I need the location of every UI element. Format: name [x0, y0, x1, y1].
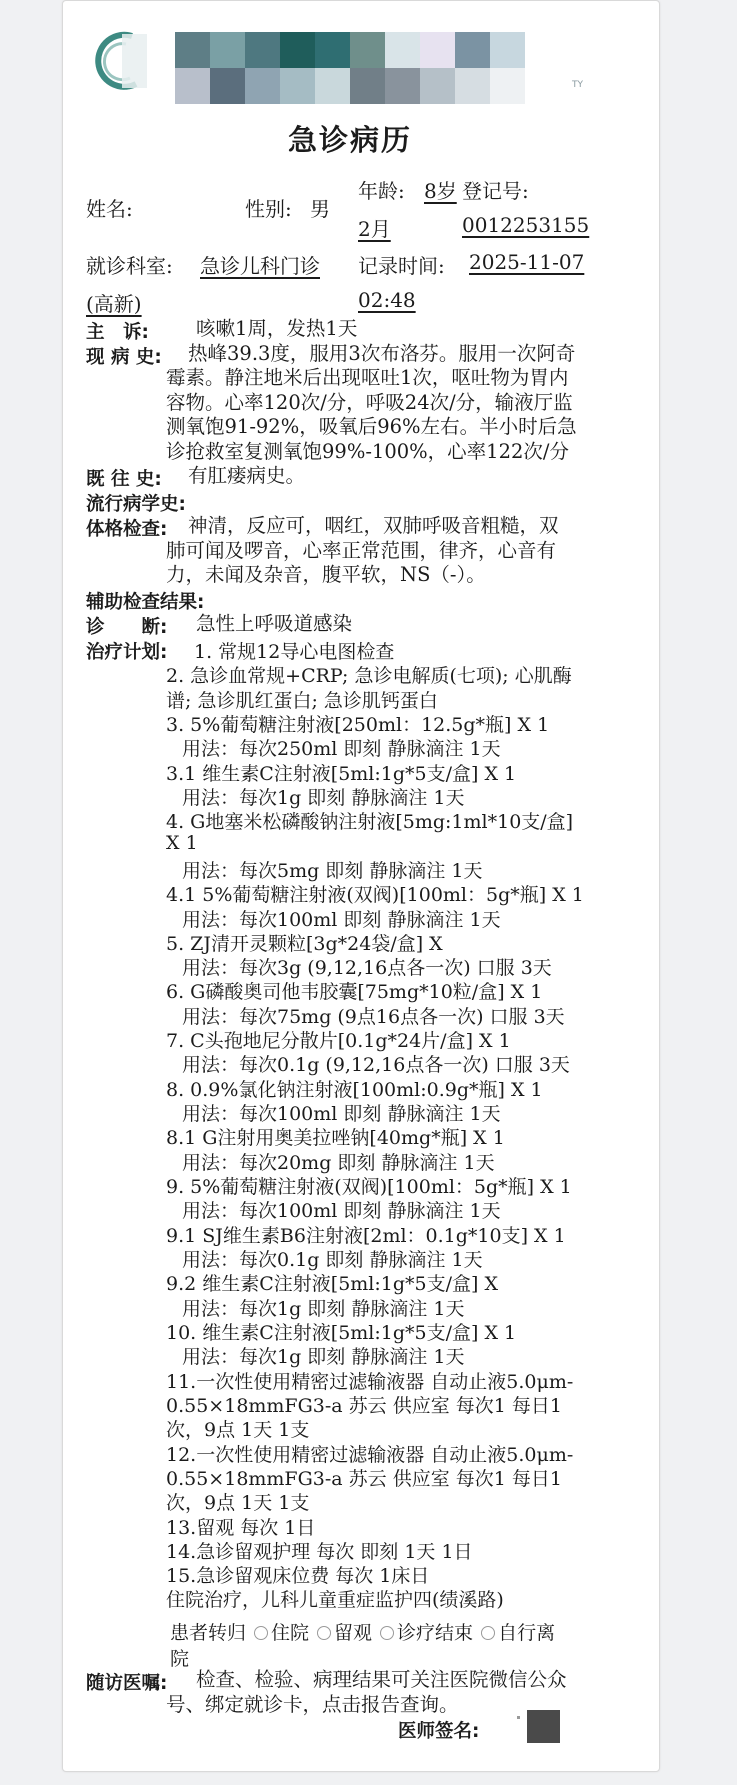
hpi-line: 热峰39.3度，服用3次布洛芬。服用一次阿奇 [188, 342, 576, 365]
plan-item-line: 8.1 G注射用奥美拉唑钠[40mg*瓶] X 1 [166, 1127, 505, 1150]
plan-usage-line: 用法：每次100ml 即刻 静脉滴注 1天 [182, 1200, 501, 1223]
radio-self-leave-label: 自行离 [498, 1622, 556, 1644]
hpi-label: 现 病 史: [86, 347, 162, 368]
plan-usage-line: 用法：每次1g 即刻 静脉滴注 1天 [182, 1346, 465, 1369]
radio-discharged[interactable] [380, 1626, 394, 1640]
chief-complaint-value: 咳嗽1周，发热1天 [196, 317, 358, 340]
plan-item-line: 3.1 维生素C注射液[5ml:1g*5支/盒] X 1 [166, 762, 517, 785]
age-label: 年龄: [358, 179, 405, 203]
plan-item-line: 14.急诊留观护理 每次 即刻 1天 1日 [166, 1540, 473, 1563]
plan-item-line: 0.55×18mmFG3-a 苏云 供应室 每次1 每日1 [166, 1467, 562, 1490]
time-value: 2025-11-07 [469, 250, 585, 274]
hpi-line: 测氧饱91-92%，吸氧后96%左右。半小时后急 [166, 415, 577, 438]
plan-usage-line: 用法：每次3g (9,12,16点各一次) 口服 3天 [182, 957, 552, 980]
radio-self-leave[interactable] [481, 1626, 495, 1640]
plan-item-line: 2. 急诊血常规+CRP; 急诊电解质(七项); 心肌酶 [166, 665, 572, 688]
plan-item-line: 1. 常规12导心电图检查 [194, 641, 395, 663]
plan-usage-line: 用法：每次75mg (9点16点各一次) 口服 3天 [182, 1005, 565, 1028]
followup-line: 号、绑定就诊卡，点击报告查询。 [166, 1693, 459, 1716]
plan-item-line: 13.留观 每次 1日 [166, 1516, 316, 1539]
diagnosis-label: 诊 断: [86, 617, 168, 638]
plan-item-line: 15.急诊留观床位费 每次 1床日 [166, 1565, 430, 1588]
radio-inpatient-label: 住院 [271, 1622, 310, 1644]
plan-usage-line: 用法：每次1g 即刻 静脉滴注 1天 [182, 1297, 465, 1320]
plan-item-line: 3. 5%葡萄糖注射液[250ml：12.5g*瓶] X 1 [166, 713, 550, 736]
followup-label: 随访医嘱: [86, 1673, 168, 1694]
sex-label: 性别: [245, 197, 292, 221]
plan-usage-line: 用法：每次0.1g 即刻 静脉滴注 1天 [182, 1249, 483, 1271]
treatment-plan-label: 治疗计划: [86, 642, 168, 663]
diagnosis-value: 急性上呼吸道感染 [196, 612, 353, 635]
aux-results-label: 辅助检查结果: [86, 592, 205, 613]
plan-usage-line: 用法：每次100ml 即刻 静脉滴注 1天 [182, 908, 501, 931]
disposition-label: 患者转归 [170, 1622, 247, 1644]
physical-exam-line: 力，未闻及杂音，腹平软，NS（-）。 [166, 563, 486, 586]
signature-label: 医师签名: [398, 1721, 480, 1742]
plan-usage-line: 用法：每次1g 即刻 静脉滴注 1天 [182, 786, 465, 809]
plan-item-line: 4. G地塞米松磷酸钠注射液[5mg:1ml*10支/盒] [166, 811, 574, 834]
plan-usage-line: 用法：每次20mg 即刻 静脉滴注 1天 [182, 1151, 495, 1174]
signature-image [527, 1710, 560, 1743]
plan-item-line: 11.一次性使用精密过滤输液器 自动止液5.0μm- [166, 1370, 574, 1393]
plan-item-line: 7. C头孢地尼分散片[0.1g*24片/盒] X 1 [166, 1030, 511, 1053]
plan-item-line: 4.1 5%葡萄糖注射液(双阀)[100ml：5g*瓶] X 1 [166, 884, 584, 907]
hpi-line: 霉素。静注地米后出现呕吐1次，呕吐物为胃内 [166, 366, 569, 389]
dept-value: 急诊儿科门诊 [200, 254, 320, 278]
plan-usage-line: 用法：每次5mg 即刻 静脉滴注 1天 [182, 859, 483, 882]
physical-exam-label: 体格检查: [86, 519, 168, 540]
plan-item-line: 10. 维生素C注射液[5ml:1g*5支/盒] X 1 [166, 1321, 517, 1344]
time-label: 记录时间: [358, 254, 445, 278]
dept-value-cont: (高新) [86, 292, 142, 316]
followup-line: 检查、检验、病理结果可关注医院微信公众 [196, 1668, 567, 1691]
plan-item-line: 9. 5%葡萄糖注射液(双阀)[100ml：5g*瓶] X 1 [166, 1176, 572, 1199]
plan-item-line: 9.1 SJ维生素B6注射液[2ml：0.1g*10支] X 1 [166, 1224, 566, 1247]
radio-observation[interactable] [317, 1626, 331, 1640]
sex-value: 男 [310, 197, 330, 221]
plan-item-line: 8. 0.9%氯化钠注射液[100ml:0.9g*瓶] X 1 [166, 1078, 543, 1101]
page-title: 急诊病历 [287, 123, 412, 157]
age-value-cont: 2月 [358, 217, 391, 241]
dept-label: 就诊科室: [86, 254, 173, 278]
reg-value: 0012253155 [462, 213, 590, 237]
epidemiology-label: 流行病学史: [86, 494, 186, 515]
plan-item-line: 5. ZJ清开灵颗粒[3g*24袋/盒] X [166, 932, 443, 955]
past-history-value: 有肛瘘病史。 [188, 464, 306, 487]
plan-item-line: 12.一次性使用精密过滤输液器 自动止液5.0μm- [166, 1443, 574, 1466]
plan-usage-line: 用法：每次0.1g (9,12,16点各一次) 口服 3天 [182, 1054, 570, 1077]
signature-mark [517, 1716, 520, 1719]
chief-complaint-label: 主 诉: [86, 322, 149, 343]
name-label: 姓名: [86, 197, 133, 221]
hpi-line: 诊抢救室复测氧饱99%-100%，心率122次/分 [166, 440, 569, 463]
radio-observation-label: 留观 [334, 1622, 373, 1644]
plan-item-line: 6. G磷酸奥司他韦胶囊[75mg*10粒/盒] X 1 [166, 981, 543, 1004]
plan-usage-line: 用法：每次250ml 即刻 静脉滴注 1天 [182, 738, 501, 761]
plan-item-line: 住院治疗，儿科儿童重症监护四(绩溪路) [166, 1589, 504, 1612]
disposition-wrap: 院 [170, 1648, 190, 1670]
hpi-line: 容物。心率120次/分，呼吸24次/分，输液厅监 [166, 391, 573, 414]
plan-item-line: X 1 [166, 831, 198, 854]
plan-item-line: 次，9点 1天 1支 [166, 1492, 310, 1515]
hospital-logo [92, 30, 147, 92]
plan-usage-line: 用法：每次100ml 即刻 静脉滴注 1天 [182, 1103, 501, 1126]
age-value: 8岁 [424, 179, 457, 203]
physical-exam-line: 神清，反应可，咽红，双肺呼吸音粗糙，双 [188, 514, 559, 537]
hospital-name-blurred [175, 32, 595, 104]
radio-inpatient[interactable] [254, 1626, 268, 1640]
hospital-name-suffix: TY [572, 80, 583, 90]
past-history-label: 既 往 史: [86, 469, 162, 490]
reg-label: 登记号: [462, 179, 529, 203]
plan-item-line: 谱; 急诊肌红蛋白; 急诊肌钙蛋白 [166, 689, 438, 712]
physical-exam-line: 肺可闻及啰音，心率正常范围，律齐，心音有 [166, 539, 557, 562]
plan-item-line: 9.2 维生素C注射液[5ml:1g*5支/盒] X [166, 1273, 499, 1296]
plan-item-line: 次，9点 1天 1支 [166, 1419, 310, 1442]
disposition-row [170, 1618, 555, 1645]
time-value-cont: 02:48 [358, 288, 416, 312]
plan-item-line: 0.55×18mmFG3-a 苏云 供应室 每次1 每日1 [166, 1394, 562, 1417]
radio-discharged-label: 诊疗结束 [397, 1622, 474, 1644]
